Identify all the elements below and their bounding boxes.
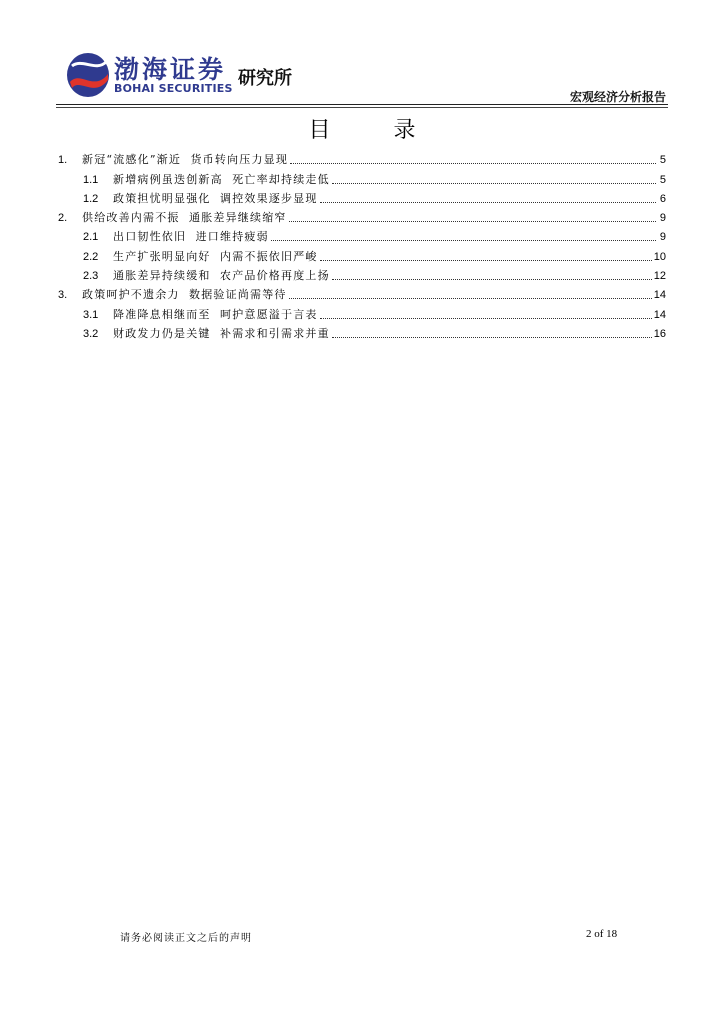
toc-entry-number: 2.1 — [83, 231, 99, 244]
toc-entry-page: 14 — [653, 308, 666, 321]
toc-entry[interactable] — [58, 322, 666, 341]
toc-entry-title: 新增病例虽迭创新高 死亡率却持续走低 — [113, 172, 330, 186]
toc-entry-title: 出口韧性依旧 进口维持疲弱 — [113, 230, 269, 244]
toc-entry-title: 新冠“流感化”渐近 货币转向压力显现 — [82, 153, 289, 167]
institute-label: 研究所 — [238, 68, 292, 89]
brand-name-en: BOHAI SECURITIES — [114, 82, 233, 95]
toc-entry[interactable] — [58, 225, 666, 244]
header-rule-thin — [56, 107, 668, 108]
toc-entry-number: 1.1 — [83, 173, 99, 186]
toc-entry-page: 10 — [653, 250, 666, 263]
toc-entry-page: 12 — [653, 270, 666, 283]
toc-entry-page: 14 — [653, 289, 666, 302]
toc-entry-title: 政策担忧明显强化 调控效果逐步显现 — [113, 191, 318, 205]
page-number: 2 of 18 — [586, 928, 618, 940]
toc-entry-page: 6 — [659, 192, 666, 205]
toc-entry-number: 2.3 — [83, 270, 99, 283]
toc-entry-number: 2.2 — [83, 250, 99, 263]
toc-entry-title: 生产扩张明显向好 内需不振依旧严峻 — [113, 249, 318, 263]
toc-entry-number: 1. — [58, 154, 68, 167]
toc-leader-dots — [332, 279, 652, 280]
toc-leader-dots — [271, 240, 656, 241]
toc-entry-number: 3.2 — [83, 327, 99, 340]
toc-entry[interactable] — [58, 187, 666, 206]
toc-entry-title: 供给改善内需不振 通胀差异继续缩窄 — [82, 211, 287, 225]
toc-leader-dots — [320, 318, 652, 319]
toc-entry-number: 3.1 — [83, 308, 99, 321]
toc-leader-dots — [320, 260, 652, 261]
toc-entry-title: 财政发力仍是关键 补需求和引需求并重 — [113, 326, 330, 340]
toc-leader-dots — [332, 183, 656, 184]
bohai-logo-icon — [66, 52, 110, 98]
report-type: 宏观经济分析报告 — [569, 90, 666, 104]
toc-entry-title: 政策呵护不遗余力 数据验证尚需等待 — [82, 288, 287, 302]
toc-leader-dots — [289, 298, 652, 299]
toc-entry-number: 1.2 — [83, 192, 99, 205]
toc-entry[interactable] — [58, 167, 666, 186]
table-of-contents — [58, 148, 666, 341]
toc-entry[interactable] — [58, 283, 666, 302]
toc-entry-page: 9 — [659, 231, 666, 244]
toc-entry[interactable] — [58, 244, 666, 263]
toc-entry-page: 9 — [659, 212, 666, 225]
toc-entry-number: 3. — [58, 289, 68, 302]
report-header — [58, 46, 668, 106]
toc-leader-dots — [320, 202, 656, 203]
toc-title: 目 录 — [308, 118, 444, 143]
toc-entry-page: 5 — [659, 173, 666, 186]
toc-entry[interactable] — [58, 148, 666, 167]
toc-leader-dots — [332, 337, 652, 338]
toc-leader-dots — [289, 221, 656, 222]
toc-entry[interactable] — [58, 302, 666, 321]
toc-entry-page: 5 — [659, 154, 666, 167]
toc-entry[interactable] — [58, 264, 666, 283]
toc-entry[interactable] — [58, 206, 666, 225]
toc-leader-dots — [290, 163, 656, 164]
toc-entry-title: 降准降息相继而至 呵护意愿溢于言表 — [113, 307, 318, 321]
toc-entry-page: 16 — [653, 327, 666, 340]
toc-entry-title: 通胀差异持续缓和 农产品价格再度上扬 — [113, 269, 330, 283]
toc-entry-number: 2. — [58, 212, 68, 225]
disclaimer-note: 请务必阅读正文之后的声明 — [120, 933, 252, 944]
header-rule — [56, 104, 668, 105]
brand-name-cn: 渤海证券 — [114, 55, 227, 84]
